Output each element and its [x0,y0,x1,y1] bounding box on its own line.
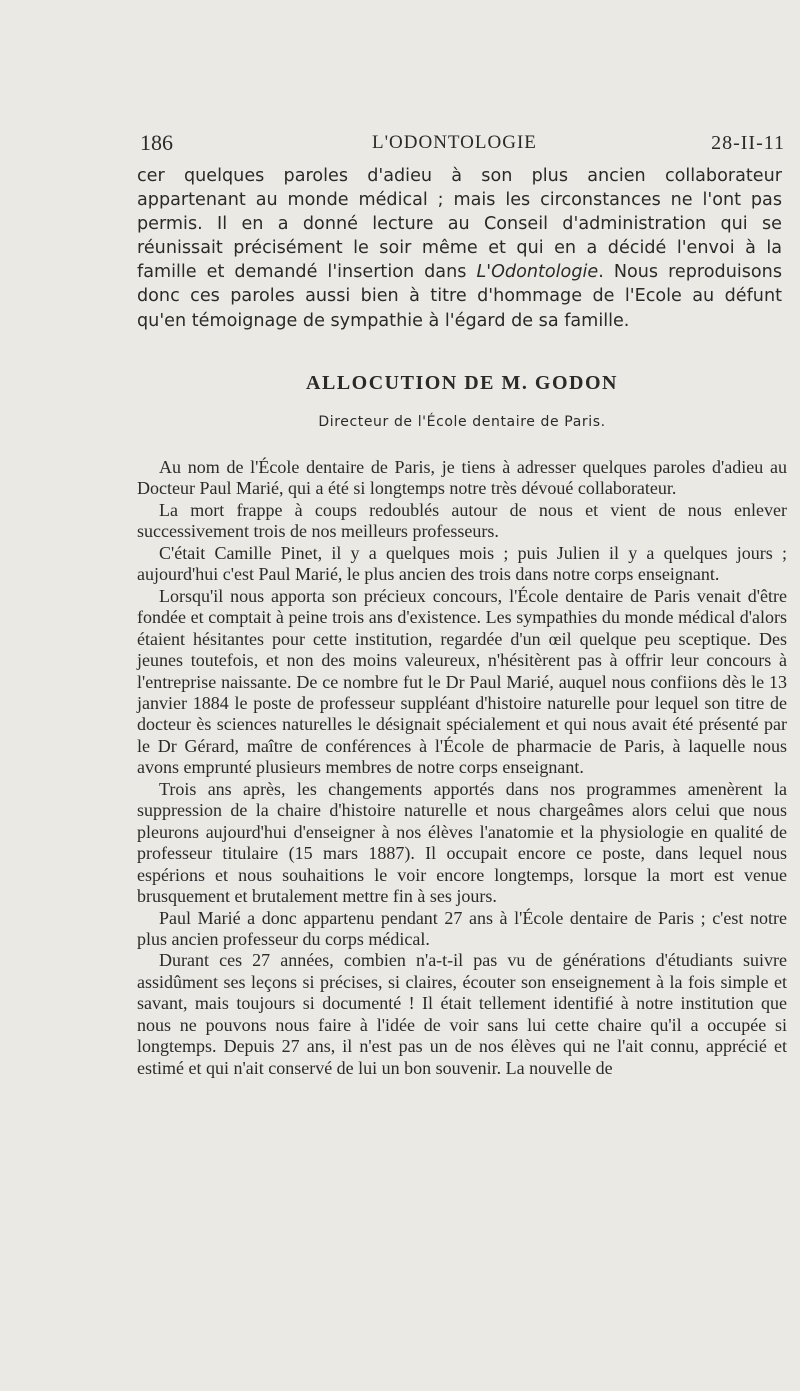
journal-title: L'ODONTOLOGIE [372,132,537,153]
intro-text [137,164,782,333]
issue-date: 28-II-11 [711,132,785,154]
section-title: ALLOCUTION DE M. GODON [306,372,618,394]
speech-paragraph: La mort frappe à coups redoublés autour de nous et vient de nous enlever successivement trois de nos meilleurs professeurs. [137,499,787,542]
speech-paragraph: Paul Marié a donc appartenu pendant 27 ans à l'École dentaire de Paris ; c'est notre plus ancien professeur du corps médical. [137,907,787,949]
speech-paragraph: C'était Camille Pinet, il y a quelques mois ; puis Julien il y a quelques jours ; aujourd'hui c'est Paul Marié, le plus ancien des trois dans notre corps enseignant. [137,542,787,585]
speech-paragraph: Au nom de l'École dentaire de Paris, je tiens à adresser quelques paroles d'adieu au Docteur Paul Marié, qui a été si longtemps notre très dévoué collaborateur. [137,457,787,499]
journal-name-italic: L'Odontologie [476,262,599,283]
running-header [140,130,785,160]
speech-body [137,457,787,1079]
speech-paragraph: Lorsqu'il nous apporta son précieux concours, l'École dentaire de Paris venait d'être fondée et comptait à peine trois ans d'existence. Les sympathies du monde médical d'alors étaient hésitantes pour cette institution, regardée d'un œil quelque peu sceptique. Des jeunes toutefois, et non des moins valeureux, n'hésitèrent pas à offrir leur concours à l'entreprise naissante. De ce nombre fut le Dr Paul Marié, auquel nous confiions dès le 13 janvier 1884 le poste de professeur suppléant d'histoire naturelle pour lequel son titre de docteur ès sciences naturelles le désignait spécialement et qui nous avait été présenté par le Dr Gérard, maître de conférences à l'École de pharmacie de Paris, à laquelle nous avons emprunté plusieurs membres de notre corps enseignant. [137,585,787,778]
speech-paragraph: Durant ces 27 années, combien n'a-t-il pas vu de générations d'étudiants suivre assidûment ses leçons si précises, si claires, écouter son enseignement à la fois simple et savant, mais toujours si documenté ! Il était tellement identifié à notre institution que nous ne pouvons nous faire à l'idée de voir sans lui cette chaire qu'il a occupée si longtemps. Depuis 27 ans, il n'est pas un de nos élèves qui ne l'ait connu, apprécié et estimé et qui n'ait conservé de lui un bon souvenir. La nouvelle de [137,950,787,1078]
intro-text-end: . Nous reproduisons donc ces paroles aussi bien à titre d'hommage de l'Ecole au défunt qu'en témoignage de sympathie à l'égard de sa famille. [137,262,782,331]
intro-text-start: cer quelques paroles d'adieu à son plus ancien collaborateur appartenant au monde médical ; mais les circonstances ne l'ont pas permis. Il en a donné lecture au Conseil d'administration qui se réunissait précisément le soir même et qui en a décidé l'envoi à la famille et demandé l'insertion dans [137,166,782,283]
section-subtitle: Directeur de l'École dentaire de Paris. [318,414,606,430]
page-number: 186 [140,130,173,155]
speech-paragraph: Trois ans après, les changements apportés dans nos programmes amenèrent la suppression de la chaire d'histoire naturelle et nous chargeâmes alors celui que nous pleurons aujourd'hui d'enseigner à nos élèves l'anatomie et la physiologie en qualité de professeur titulaire (15 mars 1887). Il occupait encore ce poste, dans lequel nous espérions et nous souhaitions le voir encore longtemps, lorsque la mort est venue brusquement et brutalement mettre fin à ses jours. [137,778,787,907]
intro-paragraph [137,164,782,333]
